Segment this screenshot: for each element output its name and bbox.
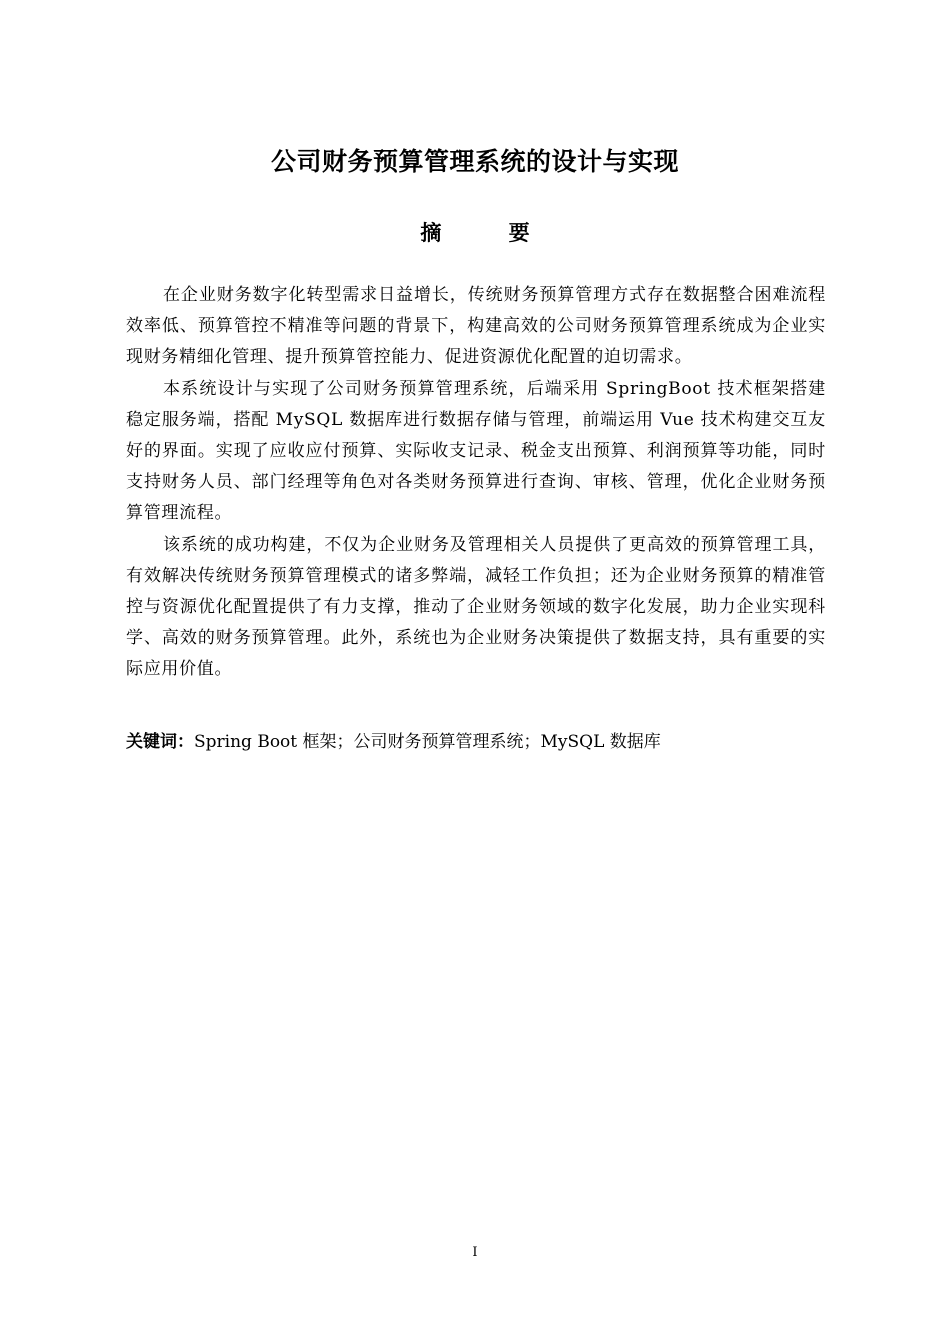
abstract-paragraph: 在企业财务数字化转型需求日益增长，传统财务预算管理方式存在数据整合困难流程效率低、预算管控不精准等问题的背景下，构建高效的公司财务预算管理系统成为企业实现财务精细化管理、提升预算管控能力、促进资源优化配置的迫切需求。 [126, 285, 826, 368]
abstract-heading: 摘 要 [420, 221, 560, 245]
abstract-body [126, 280, 826, 686]
keywords-line [126, 727, 826, 758]
keywords-text: Spring Boot 框架；公司财务预算管理系统；MySQL 数据库 [194, 732, 661, 752]
keywords-label: 关键词： [126, 732, 194, 752]
abstract-paragraph: 本系统设计与实现了公司财务预算管理系统，后端采用 SpringBoot 技术框架搭建稳定服务端，搭配 MySQL 数据库进行数据存储与管理，前端运用 Vue 技术构建交互友好的界面。实现了应收应付预算、实际收支记录、税金支出预算、利润预算等功能，同时支持财务人员、部门经理等角色对各类财务预算进行查询、审核、管理，优化企业财务预算管理流程。 [126, 378, 826, 524]
page-number: I [472, 1245, 478, 1260]
document-title: 公司财务预算管理系统的设计与实现 [270, 147, 679, 176]
abstract-paragraph: 该系统的成功构建，不仅为企业财务及管理相关人员提供了更高效的预算管理工具，有效解决传统财务预算管理模式的诸多弊端，减轻工作负担；还为企业财务预算的精准管控与资源优化配置提供了有力支撑，推动了企业财务领域的数字化发展，助力企业实现科学、高效的财务预算管理。此外，系统也为企业财务决策提供了数据支持，具有重要的实际应用价值。 [126, 534, 826, 680]
